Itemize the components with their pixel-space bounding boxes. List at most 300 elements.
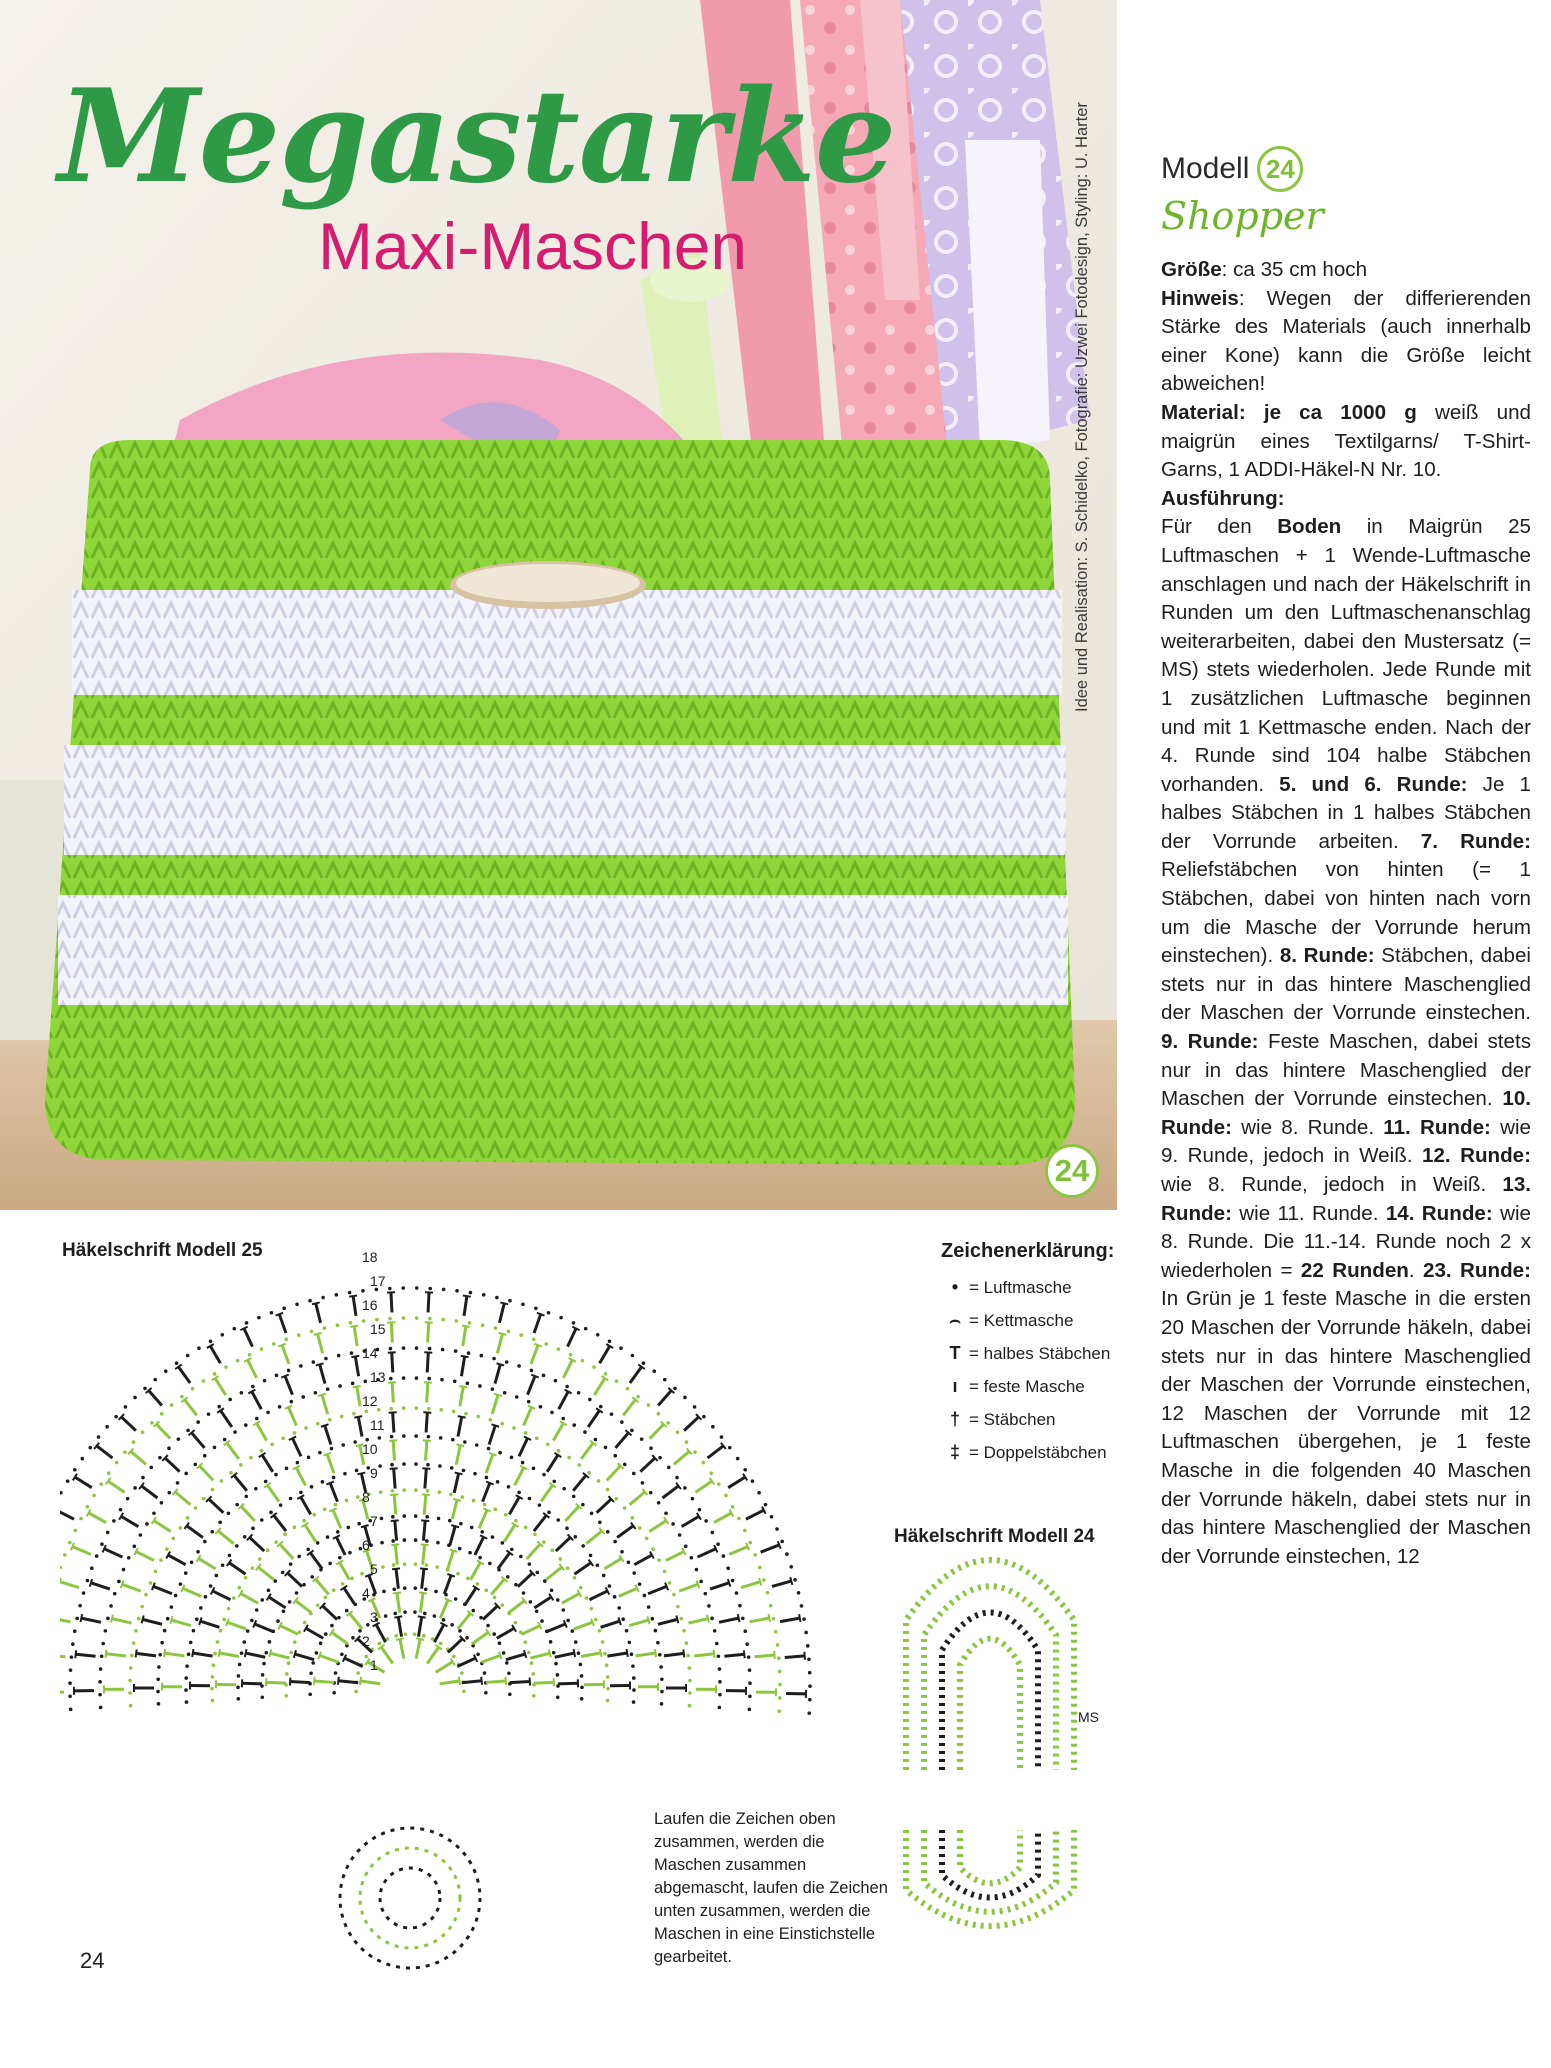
- chain-dot: [350, 1351, 354, 1355]
- material-text: weiß und maigrün eines Textilgarns/ T-Shirt-Garns, 1 ADDI-Häkel-N Nr. 10.: [1161, 400, 1531, 482]
- chain-dot: [550, 1589, 554, 1593]
- stitch-mark: [423, 1545, 425, 1565]
- chain-dot: [354, 1690, 358, 1694]
- stitch-top: [350, 1326, 358, 1327]
- stitch-mark: [60, 1582, 79, 1588]
- stitch-mark: [464, 1296, 467, 1316]
- stitch-mark: [547, 1455, 558, 1472]
- stitch-top: [390, 1468, 398, 1469]
- chain-dot: [647, 1605, 651, 1609]
- stitch-mark: [358, 1417, 362, 1437]
- chain-dot: [73, 1468, 77, 1472]
- chain-dot: [404, 1632, 408, 1636]
- stitch-top: [421, 1544, 429, 1545]
- chain-dot: [554, 1379, 558, 1383]
- stitch-mark: [376, 1624, 385, 1642]
- chain-dot: [210, 1530, 214, 1534]
- chain-dot: [98, 1680, 102, 1684]
- stitch-top: [218, 1649, 219, 1657]
- stitch-mark: [332, 1632, 348, 1644]
- chain-dot: [596, 1563, 600, 1567]
- chain-dot: [583, 1430, 587, 1434]
- chain-dot: [468, 1321, 472, 1325]
- chain-dot: [508, 1299, 512, 1303]
- chain-dot: [384, 1614, 388, 1618]
- stitch-mark: [350, 1613, 363, 1629]
- material-paragraph: [1161, 399, 1531, 485]
- chain-dot: [401, 1286, 405, 1290]
- stitch-mark: [658, 1619, 677, 1624]
- chain-dot: [266, 1549, 270, 1553]
- chain-dot: [180, 1395, 184, 1399]
- chain-dot: [718, 1680, 722, 1684]
- stitch-top: [447, 1574, 455, 1577]
- chain-dot: [672, 1593, 676, 1597]
- cover-photo: [0, 0, 1117, 1210]
- stitch-mark: [392, 1383, 393, 1403]
- chain-dot: [663, 1570, 667, 1574]
- chain-dot: [413, 1632, 417, 1636]
- chain-dot: [598, 1521, 602, 1525]
- chain-dot: [233, 1430, 237, 1434]
- stitch-mark: [714, 1513, 732, 1523]
- kettmasche-icon: ⌢: [949, 1310, 961, 1330]
- chain-dot: [248, 1353, 252, 1357]
- chain-dot: [324, 1596, 328, 1600]
- stitch-mark: [323, 1606, 338, 1620]
- stitch-mark: [573, 1475, 586, 1490]
- chain-dot: [685, 1440, 689, 1444]
- stitch-mark: [244, 1328, 252, 1346]
- chain-dot: [235, 1503, 239, 1507]
- stitch-mark: [355, 1356, 358, 1376]
- chain-dot: [160, 1501, 164, 1505]
- chain-dot: [630, 1652, 634, 1656]
- chain-dot: [476, 1415, 480, 1419]
- stitch-mark: [296, 1468, 305, 1486]
- chain-dot: [152, 1511, 156, 1515]
- chain-dot: [380, 1541, 384, 1545]
- chain-dot: [249, 1456, 253, 1460]
- stitch-mark: [518, 1573, 533, 1587]
- stitch-mark: [106, 1654, 126, 1656]
- chain-dot: [449, 1492, 453, 1496]
- chain-dot: [95, 1554, 99, 1558]
- chain-dot: [456, 1572, 460, 1576]
- stitch-top: [728, 1579, 731, 1587]
- chain-dot: [491, 1387, 495, 1391]
- chain-dot: [484, 1691, 488, 1695]
- chain-dot: [775, 1527, 779, 1531]
- chain-dot: [547, 1311, 551, 1315]
- chain-dot: [264, 1480, 268, 1484]
- stitch-mark: [391, 1322, 392, 1342]
- chain-dot: [153, 1378, 157, 1382]
- chain-dot: [310, 1485, 314, 1489]
- chain-dot: [104, 1629, 108, 1633]
- chain-dot: [598, 1629, 602, 1633]
- chain-dot: [506, 1575, 510, 1579]
- model-name: Shopper: [1161, 194, 1324, 238]
- chain-dot: [262, 1662, 266, 1666]
- stitch-mark: [330, 1483, 337, 1502]
- stitch-top: [456, 1444, 464, 1446]
- center-ring: [380, 1868, 440, 1928]
- chain-dot: [158, 1456, 162, 1460]
- stitch-mark: [472, 1632, 488, 1644]
- stitch-mark: [60, 1510, 74, 1519]
- stitch-mark: [200, 1621, 219, 1627]
- chain-dot: [422, 1634, 426, 1638]
- stitch-mark: [428, 1322, 429, 1342]
- chain-dot: [688, 1679, 692, 1683]
- chain-dot: [687, 1666, 691, 1670]
- chain-dot: [202, 1497, 206, 1501]
- chain-dot: [223, 1438, 227, 1442]
- stitch-mark: [227, 1622, 246, 1629]
- stitch-mark: [178, 1367, 190, 1383]
- chain-dot: [260, 1347, 264, 1351]
- stitch-top: [531, 1375, 538, 1378]
- chain-dot: [789, 1565, 793, 1569]
- chain-dot: [238, 1663, 242, 1667]
- chain-dot: [487, 1447, 491, 1451]
- chain-dot: [766, 1591, 770, 1595]
- chain-dot: [378, 1642, 382, 1646]
- chain-dot: [793, 1578, 797, 1582]
- chain-dot: [227, 1607, 231, 1611]
- chain-dot: [519, 1333, 523, 1337]
- stitch-top: [423, 1440, 431, 1441]
- chain-dot: [352, 1412, 356, 1416]
- stitch-mark: [761, 1545, 780, 1552]
- chain-dot: [517, 1364, 521, 1368]
- stitch-mark: [60, 1618, 70, 1622]
- chain-dot: [565, 1526, 569, 1530]
- chain-dot: [332, 1476, 336, 1480]
- stitch-mark: [248, 1360, 257, 1378]
- stitch-top: [323, 1453, 331, 1456]
- chain-dot: [389, 1407, 393, 1411]
- chain-dot: [450, 1623, 454, 1627]
- stitch-mark: [156, 1424, 170, 1438]
- chain-dot: [454, 1597, 458, 1601]
- note-label: Hinweis: [1161, 286, 1239, 310]
- stitch-mark: [615, 1433, 628, 1448]
- chain-dot: [631, 1354, 635, 1358]
- chain-dot: [229, 1471, 233, 1475]
- chain-dot: [527, 1651, 531, 1655]
- stitch-mark: [486, 1681, 506, 1682]
- stitch-mark: [528, 1376, 535, 1395]
- chain-dot: [484, 1588, 488, 1592]
- chain-dot: [753, 1553, 757, 1557]
- chain-dot: [777, 1709, 781, 1713]
- stitch-mark: [522, 1626, 540, 1635]
- stitch-mark: [257, 1423, 267, 1440]
- stitch-top: [738, 1614, 740, 1622]
- stitch-top: [338, 1677, 339, 1685]
- chain-dot: [310, 1575, 314, 1579]
- stitch-mark: [636, 1653, 656, 1656]
- chain-dot: [356, 1495, 360, 1499]
- chain-dot: [473, 1472, 477, 1476]
- chain-dot: [213, 1446, 217, 1450]
- legend-item-halbes-staebchen: T = halbes Stäbchen: [941, 1337, 1114, 1370]
- chain-dot: [508, 1692, 512, 1696]
- chain-dot: [310, 1330, 314, 1334]
- stitch-mark: [242, 1683, 262, 1684]
- stitch-mark: [218, 1531, 233, 1544]
- chain-dot: [470, 1526, 474, 1530]
- chain-dot: [571, 1629, 575, 1633]
- chain-dot: [379, 1490, 383, 1494]
- stitch-top: [459, 1677, 460, 1685]
- stitch-top: [314, 1333, 322, 1335]
- chain-dot: [293, 1525, 297, 1529]
- stitch-mark: [149, 1390, 162, 1405]
- stitch-mark: [741, 1582, 760, 1588]
- stitch-mark: [292, 1438, 301, 1456]
- stitch-mark: [241, 1506, 255, 1521]
- chain-dot: [666, 1421, 670, 1425]
- chain-dot: [194, 1506, 198, 1510]
- stitch-mark: [519, 1438, 528, 1456]
- chain-dot: [597, 1479, 601, 1483]
- round-number: 6: [362, 1537, 370, 1553]
- stitch-top: [459, 1386, 467, 1387]
- chain-dot: [402, 1434, 406, 1438]
- chain-dot: [631, 1664, 635, 1668]
- chain-dot: [402, 1316, 406, 1320]
- chain-dot: [436, 1541, 440, 1545]
- chain-dot: [255, 1417, 259, 1421]
- stitch-mark: [295, 1654, 314, 1660]
- chain-dot: [170, 1403, 174, 1407]
- stitch-mark: [400, 1639, 404, 1659]
- stitch-mark: [530, 1653, 549, 1658]
- stitch-mark: [534, 1515, 546, 1531]
- chain-dot: [402, 1346, 406, 1350]
- chain-dot: [297, 1555, 301, 1559]
- chain-dot: [503, 1391, 507, 1395]
- chain-dot: [304, 1426, 308, 1430]
- chain-dot: [260, 1598, 264, 1602]
- chain-dot: [735, 1591, 739, 1595]
- chain-dot: [413, 1586, 417, 1590]
- photo-credit: Idee und Realisation: S. Schidelko, Fotografie: Uzwei Fotodesign, Styling: U. Harter: [1073, 102, 1091, 712]
- chain-dot: [465, 1636, 469, 1640]
- chain-dot: [184, 1571, 188, 1575]
- stitch-mark: [258, 1567, 274, 1579]
- chain-dot: [250, 1619, 254, 1623]
- stitch-mark: [534, 1314, 541, 1333]
- chain-dot: [97, 1435, 101, 1439]
- chain-dot: [523, 1640, 527, 1644]
- chain-dot: [660, 1690, 664, 1694]
- chain-dot: [210, 1687, 214, 1691]
- chain-dot: [217, 1405, 221, 1409]
- chain-dot: [211, 1699, 215, 1703]
- stitch-top: [600, 1649, 601, 1657]
- chain-dot: [688, 1704, 692, 1708]
- stitch-mark: [772, 1581, 791, 1586]
- stitch-top: [71, 1543, 74, 1550]
- chain-dot: [163, 1629, 167, 1633]
- chain-dot: [552, 1651, 556, 1655]
- chain-dot: [236, 1359, 240, 1363]
- chain-dot: [641, 1481, 645, 1485]
- chain-dot: [330, 1447, 334, 1451]
- chain-dot: [301, 1395, 305, 1399]
- chain-dot: [657, 1501, 661, 1505]
- chain-dot: [660, 1677, 664, 1681]
- chain-dot: [334, 1671, 338, 1675]
- chain-dot: [129, 1666, 133, 1670]
- stitch-top: [418, 1616, 426, 1617]
- stitch-mark: [423, 1521, 425, 1541]
- chain-dot: [185, 1700, 189, 1704]
- stitch-mark: [76, 1654, 96, 1656]
- chain-dot: [613, 1540, 617, 1544]
- chain-dot: [702, 1415, 706, 1419]
- chain-dot: [542, 1473, 546, 1477]
- chain-dot: [157, 1702, 161, 1706]
- chain-dot: [308, 1299, 312, 1303]
- stitch-mark: [460, 1387, 463, 1407]
- stitch-mark: [504, 1525, 515, 1542]
- chain-dot: [748, 1694, 752, 1698]
- chain-dot: [808, 1698, 812, 1702]
- chain-dot: [150, 1421, 154, 1425]
- chain-dot: [632, 1571, 636, 1575]
- chain-dot: [360, 1572, 364, 1576]
- stitch-mark: [527, 1544, 540, 1559]
- chain-dot: [193, 1463, 197, 1467]
- stitch-mark: [288, 1407, 296, 1425]
- stitch-mark: [153, 1586, 172, 1593]
- chain-dot: [606, 1675, 610, 1679]
- chain-dot: [284, 1338, 288, 1342]
- stitch-mark: [648, 1586, 667, 1593]
- chain-dot: [592, 1365, 596, 1369]
- stitch-mark: [262, 1455, 273, 1472]
- chain-dot: [800, 1604, 804, 1608]
- chain-dot: [512, 1426, 516, 1430]
- chain-dot: [326, 1535, 330, 1539]
- crochet-chart-model-24: [890, 1550, 1090, 1930]
- chain-dot: [685, 1641, 689, 1645]
- chain-dot: [531, 1672, 535, 1676]
- chain-dot: [587, 1471, 591, 1475]
- chain-dot: [667, 1466, 671, 1470]
- chain-dot: [100, 1654, 104, 1658]
- chain-dot: [402, 1488, 406, 1492]
- stitch-top: [458, 1416, 466, 1417]
- chain-dot: [244, 1576, 248, 1580]
- chain-dot: [113, 1592, 117, 1596]
- stitch-mark: [280, 1544, 293, 1559]
- chain-dot: [476, 1652, 480, 1656]
- stitch-mark: [427, 1647, 439, 1663]
- chain-dot: [413, 1610, 417, 1614]
- stitch-mark: [785, 1656, 805, 1658]
- stitch-mark: [121, 1417, 136, 1431]
- chain-dot: [589, 1554, 593, 1558]
- chain-dot: [363, 1379, 367, 1383]
- chain-dot: [196, 1550, 200, 1554]
- chain-dot: [260, 1518, 264, 1522]
- stitch-mark: [541, 1485, 553, 1501]
- stitch-top: [416, 1638, 424, 1640]
- stitch-top: [360, 1677, 361, 1685]
- chain-dot: [554, 1662, 558, 1666]
- stitch-mark: [416, 1639, 420, 1659]
- chain-dot: [657, 1412, 661, 1416]
- chain-dot: [228, 1398, 232, 1402]
- chain-dot: [414, 1538, 418, 1542]
- chain-dot: [467, 1351, 471, 1355]
- chain-dot: [543, 1579, 547, 1583]
- chain-dot: [581, 1503, 585, 1507]
- chain-dot: [668, 1581, 672, 1585]
- chain-dot: [764, 1503, 768, 1507]
- chain-dot: [185, 1664, 189, 1668]
- stitch-mark: [185, 1400, 197, 1416]
- chain-dot: [580, 1686, 584, 1690]
- chain-dot: [362, 1319, 366, 1323]
- chain-dot: [133, 1396, 137, 1400]
- stitch-mark: [121, 1516, 138, 1526]
- chain-dot: [507, 1671, 511, 1675]
- chain-dot: [623, 1506, 627, 1510]
- stitch-mark: [425, 1469, 426, 1489]
- chain-dot: [195, 1617, 199, 1621]
- chain-dot: [695, 1568, 699, 1572]
- stitch-mark: [447, 1551, 453, 1570]
- stitch-mark: [164, 1653, 184, 1656]
- chain-dot: [524, 1525, 528, 1529]
- chain-dot: [392, 1587, 396, 1591]
- chain-dot: [530, 1369, 534, 1373]
- chain-dot: [561, 1417, 565, 1421]
- chain-dot: [452, 1410, 456, 1414]
- chain-dot: [391, 1489, 395, 1493]
- stitch-mark: [81, 1618, 101, 1622]
- stitch-mark: [448, 1639, 463, 1653]
- model-number-badge: 24: [1257, 146, 1303, 192]
- stitch-top: [391, 1544, 399, 1545]
- stitch-mark: [729, 1547, 747, 1555]
- stitch-top: [534, 1344, 541, 1347]
- chain-dot: [636, 1395, 640, 1399]
- chain-dot: [501, 1541, 505, 1545]
- chain-dot: [177, 1437, 181, 1441]
- chain-dot: [211, 1675, 215, 1679]
- stitch-top: [746, 1543, 749, 1550]
- chain-dot: [282, 1609, 286, 1613]
- chain-dot: [776, 1643, 780, 1647]
- stitch-top: [353, 1386, 361, 1387]
- chain-dot: [254, 1487, 258, 1491]
- chain-dot: [202, 1379, 206, 1383]
- chain-dot: [613, 1595, 617, 1599]
- chain-dot: [717, 1482, 721, 1486]
- chain-dot: [450, 1466, 454, 1470]
- chain-dot: [212, 1663, 216, 1667]
- stitch-mark: [316, 1579, 329, 1594]
- chain-dot: [263, 1379, 267, 1383]
